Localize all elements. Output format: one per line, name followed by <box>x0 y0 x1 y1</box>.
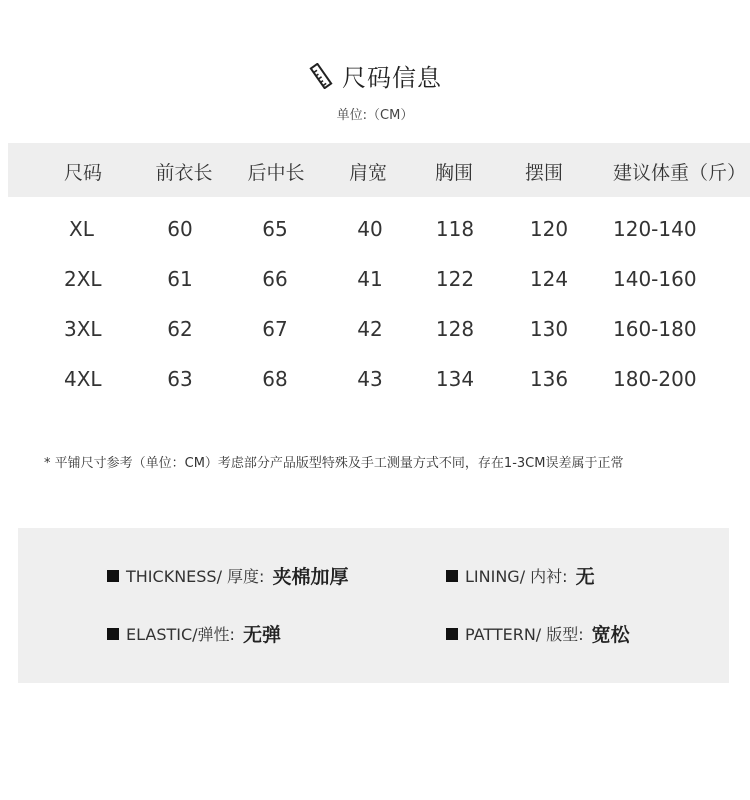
cell-size: XL <box>69 217 94 241</box>
property-thickness <box>107 562 348 589</box>
property-value: 夹棉加厚 <box>272 566 349 588</box>
cell-shoulder: 41 <box>357 267 383 291</box>
property-value: 宽松 <box>591 624 630 646</box>
properties-panel <box>18 528 729 683</box>
cell-weight: 180-200 <box>613 367 697 391</box>
cell-size: 3XL <box>64 317 102 341</box>
cell-back-length: 66 <box>262 267 288 291</box>
square-bullet-icon <box>107 628 119 640</box>
cell-weight: 120-140 <box>613 217 697 241</box>
cell-front-length: 63 <box>167 367 193 391</box>
property-value: 无 <box>575 566 595 588</box>
title-bar <box>0 58 750 93</box>
col-header-shoulder: 肩宽 <box>348 162 388 184</box>
cell-size: 4XL <box>64 367 102 391</box>
cell-back-length: 68 <box>262 367 288 391</box>
property-value: 无弹 <box>242 624 281 646</box>
cell-chest: 118 <box>435 217 475 241</box>
cell-back-length: 65 <box>262 217 288 241</box>
col-header-front-length: 前衣长 <box>155 162 213 184</box>
col-header-hem: 摆围 <box>524 162 564 184</box>
property-lining <box>446 562 595 589</box>
property-label: LINING/ 内衬: <box>465 567 568 586</box>
col-header-size: 尺码 <box>64 162 103 184</box>
page-title: 尺码信息 <box>342 64 442 92</box>
cell-front-length: 61 <box>167 267 193 291</box>
property-label: ELASTIC/弹性: <box>126 625 235 644</box>
square-bullet-icon <box>107 570 119 582</box>
property-label: THICKNESS/ 厚度: <box>126 567 265 586</box>
cell-hem: 130 <box>529 317 569 341</box>
table-row <box>8 303 750 353</box>
cell-shoulder: 42 <box>357 317 383 341</box>
table-row <box>8 253 750 303</box>
square-bullet-icon <box>446 628 458 640</box>
unit-label: 单位:（CM） <box>336 108 414 123</box>
table-header <box>8 143 750 197</box>
property-elastic <box>107 620 281 647</box>
table-row <box>8 353 750 403</box>
cell-chest: 122 <box>435 267 475 291</box>
cell-weight: 160-180 <box>613 317 697 341</box>
cell-size: 2XL <box>64 267 102 291</box>
cell-back-length: 67 <box>262 317 288 341</box>
cell-front-length: 60 <box>167 217 193 241</box>
cell-chest: 134 <box>435 367 475 391</box>
cell-shoulder: 43 <box>357 367 383 391</box>
square-bullet-icon <box>446 570 458 582</box>
col-header-weight: 建议体重（斤） <box>613 162 747 184</box>
cell-hem: 120 <box>529 217 569 241</box>
cell-chest: 128 <box>435 317 475 341</box>
cell-hem: 136 <box>529 367 569 391</box>
cell-shoulder: 40 <box>357 217 383 241</box>
measurement-note: * 平铺尺寸参考（单位：CM）考虑部分产品版型特殊及手工测量方式不同，存在1-3CM误差属于正常 <box>44 456 624 471</box>
size-table <box>8 143 750 403</box>
cell-front-length: 62 <box>167 317 193 341</box>
table-row <box>8 203 750 253</box>
col-header-back-length: 后中长 <box>247 162 305 184</box>
cell-hem: 124 <box>529 267 569 291</box>
cell-weight: 140-160 <box>613 267 697 291</box>
property-label: PATTERN/ 版型: <box>465 625 584 644</box>
col-header-chest: 胸围 <box>434 162 474 184</box>
ruler-icon <box>308 63 334 89</box>
property-pattern <box>446 620 630 647</box>
